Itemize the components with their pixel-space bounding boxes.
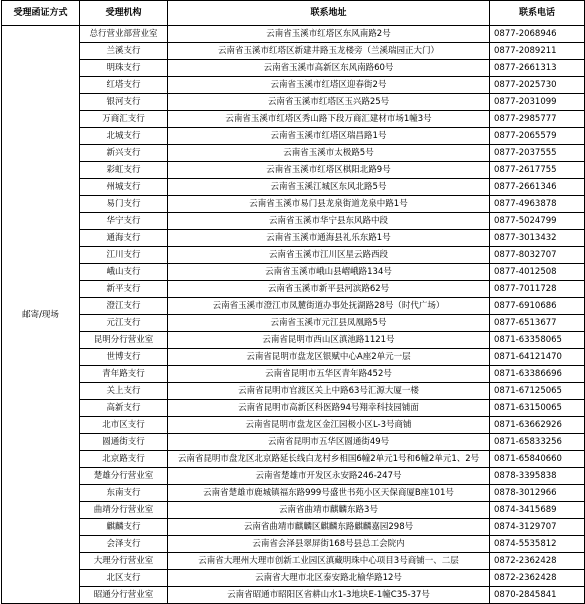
table-row [2,196,585,213]
acceptance-mode-cell: 邮寄/现场 [2,26,80,604]
phone-cell: 0874-3415689 [490,502,585,519]
address-cell: 云南省昭通市昭阳区省耕山水1-3地块E-1幢C35-37号 [168,587,490,604]
phone-cell: 0877-2661313 [490,60,585,77]
institution-cell: 新兴支行 [80,145,168,162]
address-cell: 云南省玉溪市太极路5号 [168,145,490,162]
phone-cell: 0877-2985777 [490,111,585,128]
institution-cell: 麒麟支行 [80,519,168,536]
table-row [2,536,585,553]
address-cell: 云南省玉溪市红塔区秀山路下段万商汇建材市场1幢3号 [168,111,490,128]
address-cell: 云南省玉溪市峨山县嶍峨路134号 [168,264,490,281]
table-row [2,587,585,604]
phone-cell: 0877-8032707 [490,247,585,264]
table-row [2,77,585,94]
table-row [2,247,585,264]
address-cell: 云南省大理市北区泰安路北榆华路12号 [168,570,490,587]
institution-cell: 澄江支行 [80,298,168,315]
phone-cell: 0871-65840660 [490,451,585,468]
address-cell: 云南省昆明市盘龙区银赋中心A座2单元一层 [168,349,490,366]
address-cell: 云南省玉溪市红塔区新建井路玉龙楼旁（兰溪瑞园正大门） [168,43,490,60]
institution-cell: 北市区支行 [80,417,168,434]
institution-cell: 峨山支行 [80,264,168,281]
phone-cell: 0878-3395838 [490,468,585,485]
institution-cell: 大理分行营业室 [80,553,168,570]
header-institution: 受理机构 [80,1,168,26]
phone-cell: 0872-2362428 [490,570,585,587]
address-cell: 云南省大理州大理市创新工业园区滇藏明珠中心项目3号商铺一、二层 [168,553,490,570]
institution-cell: 红塔支行 [80,77,168,94]
header-row [2,1,585,26]
address-cell: 云南省昆明市盘龙区北京路延长线白龙村乡相国6幢2单元1号和6幢2单元1、2号 [168,451,490,468]
phone-cell: 0871-63150065 [490,400,585,417]
table-row [2,145,585,162]
table-row [2,451,585,468]
table-row [2,570,585,587]
institution-cell: 江川支行 [80,247,168,264]
institution-cell: 昭通分行营业室 [80,587,168,604]
address-cell: 云南省玉溪市高新区东风南路60号 [168,60,490,77]
phone-cell: 0871-65833256 [490,434,585,451]
table-row [2,502,585,519]
table-row [2,366,585,383]
address-cell: 云南省玉溪江城区东风北路5号 [168,179,490,196]
table-row [2,400,585,417]
address-cell: 云南省玉溪市通海县礼乐东路1号 [168,230,490,247]
address-cell: 云南省玉溪市红塔区棋阳北路9号 [168,162,490,179]
phone-cell: 0877-4963878 [490,196,585,213]
phone-cell: 0874-3129707 [490,519,585,536]
address-cell: 云南省曲靖市麒麟区麒麟东路麒麟嘉园298号 [168,519,490,536]
institution-cell: 世博支行 [80,349,168,366]
table-row [2,468,585,485]
address-cell: 云南省昆明市官渡区关上中路63号汇源大厦一楼 [168,383,490,400]
table-row [2,26,585,43]
phone-cell: 0874-5535812 [490,536,585,553]
phone-cell: 0872-2362428 [490,553,585,570]
address-cell: 云南省会泽县翠屏街168号县总工会院内 [168,536,490,553]
table-row [2,43,585,60]
header-address: 联系地址 [168,1,490,26]
institution-cell: 楚雄分行营业室 [80,468,168,485]
address-cell: 云南省玉溪市红塔区迎春街2号 [168,77,490,94]
table-row [2,281,585,298]
institution-cell: 北城支行 [80,128,168,145]
table-body [2,26,585,604]
address-cell: 云南省昆明市五华区圆通街49号 [168,434,490,451]
phone-cell: 0877-2089211 [490,43,585,60]
address-cell: 云南省楚雄市鹿城镇福东路999号盛世书苑小区天保商厦B座101号 [168,485,490,502]
address-cell: 云南省玉溪市红塔区东风南路2号 [168,26,490,43]
phone-cell: 0877-7011728 [490,281,585,298]
phone-cell: 0877-6513677 [490,315,585,332]
header-mode: 受理函证方式 [2,1,80,26]
table-row [2,434,585,451]
table-row [2,128,585,145]
address-cell: 云南省昆明市高新区科医路94号翔幸科技园铺面 [168,400,490,417]
table-row [2,349,585,366]
table-row [2,60,585,77]
phone-cell: 0870-2845841 [490,587,585,604]
institution-cell: 高新支行 [80,400,168,417]
table-row [2,179,585,196]
institution-cell: 青年路支行 [80,366,168,383]
table-row [2,383,585,400]
institution-cell: 东南支行 [80,485,168,502]
address-cell: 云南省昆明市盘龙区金江园极小区L-3号商铺 [168,417,490,434]
institution-cell: 银河支行 [80,94,168,111]
institution-cell: 昆明分行营业室 [80,332,168,349]
phone-cell: 0877-2617755 [490,162,585,179]
phone-cell: 0877-2068946 [490,26,585,43]
address-cell: 云南省玉溪市元江县凤凰路5号 [168,315,490,332]
phone-cell: 0877-2025730 [490,77,585,94]
address-cell: 云南省曲靖市麒麟东路3号 [168,502,490,519]
address-cell: 云南省昆明市五华区青年路452号 [168,366,490,383]
institution-cell: 总行营业部营业室 [80,26,168,43]
table-row [2,298,585,315]
address-cell: 云南省玉溪市澄江市凤麓街道办事处抚湖路28号（时代广场） [168,298,490,315]
institution-cell: 州城支行 [80,179,168,196]
phone-cell: 0871-63662926 [490,417,585,434]
institution-cell: 曲靖分行营业室 [80,502,168,519]
branch-contact-table [1,0,585,604]
table-row [2,332,585,349]
table-row [2,162,585,179]
address-cell: 云南省楚雄市开发区永安路246-247号 [168,468,490,485]
phone-cell: 0878-3012966 [490,485,585,502]
address-cell: 云南省玉溪市红塔区瑞昌路1号 [168,128,490,145]
phone-cell: 0877-3013432 [490,230,585,247]
institution-cell: 元江支行 [80,315,168,332]
table-row [2,111,585,128]
institution-cell: 华宁支行 [80,213,168,230]
address-cell: 云南省玉溪市红塔区玉兴路25号 [168,94,490,111]
institution-cell: 万商汇支行 [80,111,168,128]
phone-cell: 0877-2037555 [490,145,585,162]
address-cell: 云南省玉溪市新平县河滨路62号 [168,281,490,298]
table-row [2,553,585,570]
phone-cell: 0871-63358065 [490,332,585,349]
institution-cell: 会泽支行 [80,536,168,553]
table-row [2,519,585,536]
table-row [2,417,585,434]
institution-cell: 易门支行 [80,196,168,213]
institution-cell: 北区支行 [80,570,168,587]
table-row [2,230,585,247]
address-cell: 云南省玉溪市江川区星云路西段 [168,247,490,264]
table-row [2,485,585,502]
institution-cell: 彩虹支行 [80,162,168,179]
phone-cell: 0871-67125065 [490,383,585,400]
phone-cell: 0871-64121470 [490,349,585,366]
phone-cell: 0877-6910686 [490,298,585,315]
phone-cell: 0877-2031099 [490,94,585,111]
institution-cell: 北京路支行 [80,451,168,468]
table-row [2,264,585,281]
phone-cell: 0877-4012508 [490,264,585,281]
address-cell: 云南省玉溪市易门县龙泉街道龙泉中路1号 [168,196,490,213]
address-cell: 云南省昆明市西山区滇池路1121号 [168,332,490,349]
phone-cell: 0877-2661346 [490,179,585,196]
institution-cell: 关上支行 [80,383,168,400]
institution-cell: 圆通街支行 [80,434,168,451]
institution-cell: 通海支行 [80,230,168,247]
institution-cell: 新平支行 [80,281,168,298]
phone-cell: 0871-63386696 [490,366,585,383]
header-phone: 联系电话 [490,1,585,26]
institution-cell: 兰溪支行 [80,43,168,60]
table-row [2,213,585,230]
table-row [2,94,585,111]
address-cell: 云南省玉溪市华宁县东风路中段 [168,213,490,230]
phone-cell: 0877-5024799 [490,213,585,230]
table-row [2,315,585,332]
institution-cell: 明珠支行 [80,60,168,77]
phone-cell: 0877-2065579 [490,128,585,145]
